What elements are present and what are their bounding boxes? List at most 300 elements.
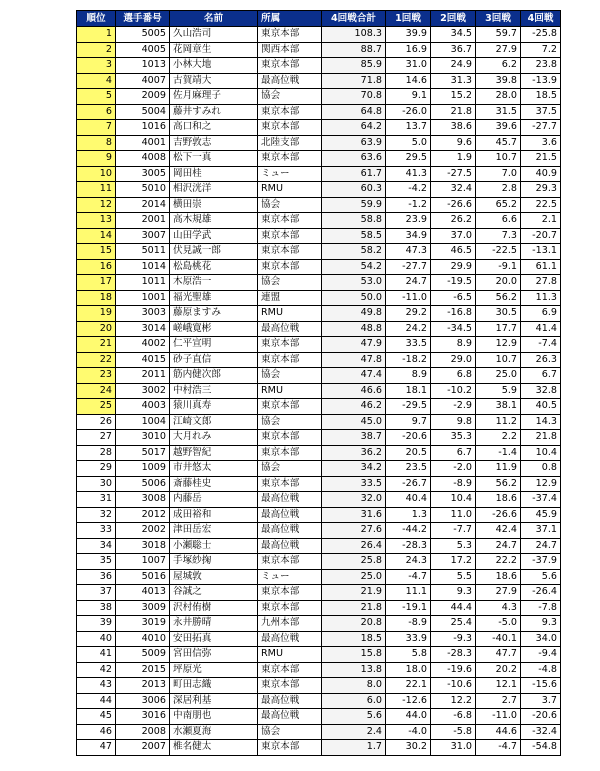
cell-round-4: 0.8 <box>521 461 561 477</box>
cell-player-number: 1013 <box>116 58 170 74</box>
cell-round-4: -32.4 <box>521 724 561 740</box>
cell-affiliation: RMU <box>258 306 322 322</box>
table-row <box>77 492 561 508</box>
cell-round-3: 22.2 <box>476 554 521 570</box>
cell-round-4: -9.4 <box>521 647 561 663</box>
cell-round-1: 41.3 <box>386 166 431 182</box>
cell-name: 江崎文郎 <box>170 414 258 430</box>
cell-round-3: -9.1 <box>476 259 521 275</box>
cell-round-4: 21.5 <box>521 151 561 167</box>
cell-round-3: 6.2 <box>476 58 521 74</box>
cell-round-3: 4.3 <box>476 600 521 616</box>
table-row <box>77 27 561 43</box>
cell-player-number: 2011 <box>116 368 170 384</box>
cell-rank: 15 <box>77 244 116 260</box>
cell-rank: 39 <box>77 616 116 632</box>
cell-rank: 23 <box>77 368 116 384</box>
cell-round-4: 37.5 <box>521 104 561 120</box>
table-body <box>77 27 561 756</box>
cell-round-1: 29.5 <box>386 151 431 167</box>
table-row <box>77 523 561 539</box>
cell-affiliation: 協会 <box>258 724 322 740</box>
cell-name: 伏見誠一郎 <box>170 244 258 260</box>
cell-rank: 46 <box>77 724 116 740</box>
cell-round-3: -4.7 <box>476 740 521 756</box>
cell-round-3: 20.2 <box>476 662 521 678</box>
cell-name: 椎名健太 <box>170 740 258 756</box>
cell-total: 6.0 <box>322 693 386 709</box>
cell-rank: 37 <box>77 585 116 601</box>
cell-rank: 24 <box>77 383 116 399</box>
cell-total: 13.8 <box>322 662 386 678</box>
cell-affiliation: RMU <box>258 383 322 399</box>
cell-rank: 16 <box>77 259 116 275</box>
cell-name: 横田崇 <box>170 197 258 213</box>
cell-round-1: 9.1 <box>386 89 431 105</box>
cell-round-1: 9.7 <box>386 414 431 430</box>
cell-affiliation: 東京本部 <box>258 585 322 601</box>
cell-player-number: 4013 <box>116 585 170 601</box>
cell-affiliation: 東京本部 <box>258 259 322 275</box>
cell-round-4: 22.5 <box>521 197 561 213</box>
cell-round-1: -19.1 <box>386 600 431 616</box>
cell-round-1: 22.1 <box>386 678 431 694</box>
cell-rank: 45 <box>77 709 116 725</box>
cell-affiliation: 東京本部 <box>258 58 322 74</box>
table-row <box>77 213 561 229</box>
cell-round-4: -26.4 <box>521 585 561 601</box>
cell-affiliation: 最高位戦 <box>258 631 322 647</box>
cell-affiliation: 東京本部 <box>258 600 322 616</box>
cell-round-1: -28.3 <box>386 538 431 554</box>
table-row <box>77 709 561 725</box>
cell-round-2: 8.9 <box>431 337 476 353</box>
cell-total: 46.6 <box>322 383 386 399</box>
cell-round-4: -4.8 <box>521 662 561 678</box>
cell-round-1: -26.0 <box>386 104 431 120</box>
cell-total: 32.0 <box>322 492 386 508</box>
cell-affiliation: 北陸支部 <box>258 135 322 151</box>
cell-rank: 10 <box>77 166 116 182</box>
table-row <box>77 461 561 477</box>
cell-round-1: 20.5 <box>386 445 431 461</box>
cell-player-number: 3014 <box>116 321 170 337</box>
cell-round-2: 32.4 <box>431 182 476 198</box>
cell-round-2: 34.5 <box>431 27 476 43</box>
table-row <box>77 73 561 89</box>
cell-round-2: 5.3 <box>431 538 476 554</box>
cell-player-number: 3007 <box>116 228 170 244</box>
cell-total: 53.0 <box>322 275 386 291</box>
cell-round-3: 2.8 <box>476 182 521 198</box>
cell-round-2: 9.3 <box>431 585 476 601</box>
cell-round-1: -26.7 <box>386 476 431 492</box>
cell-round-4: 34.0 <box>521 631 561 647</box>
cell-total: 2.4 <box>322 724 386 740</box>
cell-affiliation: 東京本部 <box>258 213 322 229</box>
cell-round-2: 5.5 <box>431 569 476 585</box>
cell-round-1: 39.9 <box>386 27 431 43</box>
cell-round-2: 35.3 <box>431 430 476 446</box>
cell-total: 27.6 <box>322 523 386 539</box>
cell-player-number: 2002 <box>116 523 170 539</box>
cell-total: 25.8 <box>322 554 386 570</box>
cell-round-1: -27.7 <box>386 259 431 275</box>
cell-round-1: -29.5 <box>386 399 431 415</box>
cell-round-3: 56.2 <box>476 290 521 306</box>
cell-name: 斎藤桂史 <box>170 476 258 492</box>
cell-round-4: 32.8 <box>521 383 561 399</box>
cell-player-number: 3006 <box>116 693 170 709</box>
cell-rank: 31 <box>77 492 116 508</box>
cell-round-3: 59.7 <box>476 27 521 43</box>
table-row <box>77 244 561 260</box>
table-row <box>77 631 561 647</box>
cell-round-3: -22.5 <box>476 244 521 260</box>
cell-round-1: 11.1 <box>386 585 431 601</box>
cell-name: 木原浩一 <box>170 275 258 291</box>
cell-affiliation: 協会 <box>258 197 322 213</box>
cell-round-4: -15.6 <box>521 678 561 694</box>
cell-rank: 9 <box>77 151 116 167</box>
cell-name: 大月れみ <box>170 430 258 446</box>
cell-rank: 3 <box>77 58 116 74</box>
cell-affiliation: 協会 <box>258 414 322 430</box>
cell-name: 小瀬聡士 <box>170 538 258 554</box>
cell-round-1: -11.0 <box>386 290 431 306</box>
cell-round-3: 18.6 <box>476 492 521 508</box>
cell-rank: 14 <box>77 228 116 244</box>
table-row <box>77 585 561 601</box>
cell-round-2: -5.8 <box>431 724 476 740</box>
cell-round-3: 12.1 <box>476 678 521 694</box>
col-header-round-1: 1回戦 <box>386 11 431 27</box>
cell-rank: 7 <box>77 120 116 136</box>
cell-affiliation: 東京本部 <box>258 27 322 43</box>
cell-round-4: -20.6 <box>521 709 561 725</box>
cell-round-3: -26.6 <box>476 507 521 523</box>
cell-round-4: -37.4 <box>521 492 561 508</box>
table-row <box>77 104 561 120</box>
cell-name: 深居利基 <box>170 693 258 709</box>
cell-player-number: 2013 <box>116 678 170 694</box>
cell-player-number: 5017 <box>116 445 170 461</box>
cell-round-2: 10.4 <box>431 492 476 508</box>
col-header-total: 4回戦合計 <box>322 11 386 27</box>
cell-round-3: 38.1 <box>476 399 521 415</box>
cell-affiliation: 最高位戦 <box>258 709 322 725</box>
cell-affiliation: 東京本部 <box>258 740 322 756</box>
cell-name: 嵯峨寛彬 <box>170 321 258 337</box>
table-row <box>77 678 561 694</box>
cell-name: 古賀靖大 <box>170 73 258 89</box>
cell-round-1: -1.2 <box>386 197 431 213</box>
table-row <box>77 290 561 306</box>
cell-affiliation: 最高位戦 <box>258 538 322 554</box>
cell-round-2: -2.0 <box>431 461 476 477</box>
cell-total: 63.6 <box>322 151 386 167</box>
cell-player-number: 4015 <box>116 352 170 368</box>
cell-round-1: 40.4 <box>386 492 431 508</box>
cell-rank: 11 <box>77 182 116 198</box>
cell-name: 中南朋也 <box>170 709 258 725</box>
cell-round-1: 14.6 <box>386 73 431 89</box>
cell-round-3: 39.8 <box>476 73 521 89</box>
cell-rank: 36 <box>77 569 116 585</box>
table-row <box>77 693 561 709</box>
cell-rank: 6 <box>77 104 116 120</box>
cell-name: 成田裕和 <box>170 507 258 523</box>
cell-affiliation: 最高位戦 <box>258 73 322 89</box>
cell-name: 市井悠太 <box>170 461 258 477</box>
cell-round-3: 45.7 <box>476 135 521 151</box>
table-row <box>77 197 561 213</box>
cell-round-1: 1.3 <box>386 507 431 523</box>
cell-round-2: 24.9 <box>431 58 476 74</box>
cell-round-2: 9.8 <box>431 414 476 430</box>
cell-rank: 4 <box>77 73 116 89</box>
cell-total: 108.3 <box>322 27 386 43</box>
cell-player-number: 5011 <box>116 244 170 260</box>
cell-player-number: 5010 <box>116 182 170 198</box>
cell-rank: 13 <box>77 213 116 229</box>
cell-round-2: 6.8 <box>431 368 476 384</box>
cell-player-number: 1004 <box>116 414 170 430</box>
cell-round-2: 9.6 <box>431 135 476 151</box>
cell-rank: 5 <box>77 89 116 105</box>
cell-rank: 32 <box>77 507 116 523</box>
cell-affiliation: 東京本部 <box>258 151 322 167</box>
cell-total: 47.9 <box>322 337 386 353</box>
cell-player-number: 2015 <box>116 662 170 678</box>
cell-round-1: -20.6 <box>386 430 431 446</box>
table-row <box>77 89 561 105</box>
cell-name: 坪原光 <box>170 662 258 678</box>
cell-round-3: 7.3 <box>476 228 521 244</box>
ranking-table <box>76 10 561 756</box>
cell-name: 久山浩司 <box>170 27 258 43</box>
cell-total: 58.5 <box>322 228 386 244</box>
cell-name: 永井勝晴 <box>170 616 258 632</box>
cell-round-4: -25.8 <box>521 27 561 43</box>
cell-total: 5.6 <box>322 709 386 725</box>
cell-round-2: -34.5 <box>431 321 476 337</box>
cell-player-number: 1007 <box>116 554 170 570</box>
cell-player-number: 4010 <box>116 631 170 647</box>
cell-rank: 20 <box>77 321 116 337</box>
cell-round-3: 2.7 <box>476 693 521 709</box>
cell-rank: 44 <box>77 693 116 709</box>
cell-player-number: 4007 <box>116 73 170 89</box>
cell-round-1: -4.7 <box>386 569 431 585</box>
cell-round-4: 21.8 <box>521 430 561 446</box>
table-row <box>77 507 561 523</box>
cell-name: 山田学武 <box>170 228 258 244</box>
cell-round-1: 29.2 <box>386 306 431 322</box>
table-row <box>77 352 561 368</box>
cell-round-3: -40.1 <box>476 631 521 647</box>
cell-rank: 38 <box>77 600 116 616</box>
cell-round-4: 5.6 <box>521 569 561 585</box>
cell-round-1: 31.0 <box>386 58 431 74</box>
cell-round-3: 10.7 <box>476 151 521 167</box>
cell-round-1: 24.3 <box>386 554 431 570</box>
cell-rank: 34 <box>77 538 116 554</box>
cell-affiliation: 東京本部 <box>258 244 322 260</box>
cell-round-3: 10.7 <box>476 352 521 368</box>
cell-rank: 8 <box>77 135 116 151</box>
cell-affiliation: 東京本部 <box>258 476 322 492</box>
cell-name: 越野智紀 <box>170 445 258 461</box>
table-row <box>77 368 561 384</box>
cell-affiliation: 最高位戦 <box>258 693 322 709</box>
cell-round-2: -19.6 <box>431 662 476 678</box>
cell-total: 85.9 <box>322 58 386 74</box>
table-row <box>77 445 561 461</box>
header-row <box>77 11 561 27</box>
cell-round-1: -44.2 <box>386 523 431 539</box>
cell-name: 松島桃花 <box>170 259 258 275</box>
cell-round-4: 24.7 <box>521 538 561 554</box>
cell-affiliation: ミュー <box>258 569 322 585</box>
cell-total: 48.8 <box>322 321 386 337</box>
cell-round-4: 7.2 <box>521 42 561 58</box>
cell-total: 59.9 <box>322 197 386 213</box>
col-header-round-4: 4回戦 <box>521 11 561 27</box>
cell-round-2: 36.7 <box>431 42 476 58</box>
cell-rank: 35 <box>77 554 116 570</box>
cell-round-2: -10.2 <box>431 383 476 399</box>
cell-name: 筋内健次郎 <box>170 368 258 384</box>
cell-round-3: -5.0 <box>476 616 521 632</box>
cell-total: 33.5 <box>322 476 386 492</box>
table-row <box>77 166 561 182</box>
cell-total: 20.8 <box>322 616 386 632</box>
table-row <box>77 259 561 275</box>
table-row <box>77 42 561 58</box>
cell-total: 64.2 <box>322 120 386 136</box>
cell-total: 47.8 <box>322 352 386 368</box>
cell-player-number: 4002 <box>116 337 170 353</box>
cell-round-1: -4.2 <box>386 182 431 198</box>
cell-name: 佐月麻理子 <box>170 89 258 105</box>
cell-round-4: 6.7 <box>521 368 561 384</box>
cell-round-2: 29.0 <box>431 352 476 368</box>
cell-round-1: 18.0 <box>386 662 431 678</box>
cell-rank: 33 <box>77 523 116 539</box>
cell-player-number: 5009 <box>116 647 170 663</box>
cell-round-3: 28.0 <box>476 89 521 105</box>
cell-round-3: 5.9 <box>476 383 521 399</box>
cell-affiliation: 東京本部 <box>258 352 322 368</box>
table-row <box>77 740 561 756</box>
cell-round-2: -27.5 <box>431 166 476 182</box>
cell-total: 26.4 <box>322 538 386 554</box>
cell-player-number: 3019 <box>116 616 170 632</box>
cell-name: 中村浩三 <box>170 383 258 399</box>
cell-affiliation: RMU <box>258 647 322 663</box>
cell-rank: 18 <box>77 290 116 306</box>
cell-round-2: 38.6 <box>431 120 476 136</box>
cell-round-2: 31.3 <box>431 73 476 89</box>
cell-affiliation: 協会 <box>258 461 322 477</box>
cell-round-3: 20.0 <box>476 275 521 291</box>
cell-round-2: 21.8 <box>431 104 476 120</box>
cell-round-1: 33.9 <box>386 631 431 647</box>
cell-total: 58.2 <box>322 244 386 260</box>
cell-round-2: -16.8 <box>431 306 476 322</box>
table-row <box>77 554 561 570</box>
table-row <box>77 275 561 291</box>
cell-affiliation: 東京本部 <box>258 554 322 570</box>
cell-round-3: -11.0 <box>476 709 521 725</box>
cell-name: 手塚紗掬 <box>170 554 258 570</box>
col-header-round-3: 3回戦 <box>476 11 521 27</box>
cell-round-2: -19.5 <box>431 275 476 291</box>
cell-round-3: 2.2 <box>476 430 521 446</box>
cell-affiliation: 東京本部 <box>258 445 322 461</box>
cell-name: 相沢洸洋 <box>170 182 258 198</box>
cell-round-3: 18.6 <box>476 569 521 585</box>
cell-player-number: 1014 <box>116 259 170 275</box>
cell-round-2: 15.2 <box>431 89 476 105</box>
cell-round-4: 45.9 <box>521 507 561 523</box>
cell-round-1: 34.9 <box>386 228 431 244</box>
cell-round-4: 29.3 <box>521 182 561 198</box>
cell-rank: 42 <box>77 662 116 678</box>
cell-round-2: -10.6 <box>431 678 476 694</box>
cell-affiliation: 東京本部 <box>258 430 322 446</box>
cell-round-4: 9.3 <box>521 616 561 632</box>
cell-round-4: 3.7 <box>521 693 561 709</box>
cell-total: 50.0 <box>322 290 386 306</box>
cell-round-3: 39.6 <box>476 120 521 136</box>
cell-round-1: 5.8 <box>386 647 431 663</box>
cell-rank: 12 <box>77 197 116 213</box>
cell-total: 15.8 <box>322 647 386 663</box>
table-row <box>77 182 561 198</box>
table-row <box>77 662 561 678</box>
cell-affiliation: 東京本部 <box>258 104 322 120</box>
cell-name: 藤井すみれ <box>170 104 258 120</box>
cell-player-number: 2014 <box>116 197 170 213</box>
cell-total: 70.8 <box>322 89 386 105</box>
cell-round-1: 30.2 <box>386 740 431 756</box>
cell-round-4: 41.4 <box>521 321 561 337</box>
cell-affiliation: 九州本部 <box>258 616 322 632</box>
cell-round-3: 44.6 <box>476 724 521 740</box>
cell-total: 64.8 <box>322 104 386 120</box>
cell-round-3: 11.9 <box>476 461 521 477</box>
cell-player-number: 5004 <box>116 104 170 120</box>
cell-affiliation: 東京本部 <box>258 228 322 244</box>
cell-total: 25.0 <box>322 569 386 585</box>
cell-rank: 19 <box>77 306 116 322</box>
cell-rank: 1 <box>77 27 116 43</box>
cell-round-4: -27.7 <box>521 120 561 136</box>
cell-round-3: 56.2 <box>476 476 521 492</box>
cell-round-2: -9.3 <box>431 631 476 647</box>
table-row <box>77 58 561 74</box>
cell-name: 高口和之 <box>170 120 258 136</box>
cell-name: 屋城敦 <box>170 569 258 585</box>
cell-round-3: 12.9 <box>476 337 521 353</box>
cell-round-1: 23.5 <box>386 461 431 477</box>
cell-rank: 47 <box>77 740 116 756</box>
cell-round-1: 47.3 <box>386 244 431 260</box>
cell-player-number: 3003 <box>116 306 170 322</box>
cell-player-number: 3010 <box>116 430 170 446</box>
